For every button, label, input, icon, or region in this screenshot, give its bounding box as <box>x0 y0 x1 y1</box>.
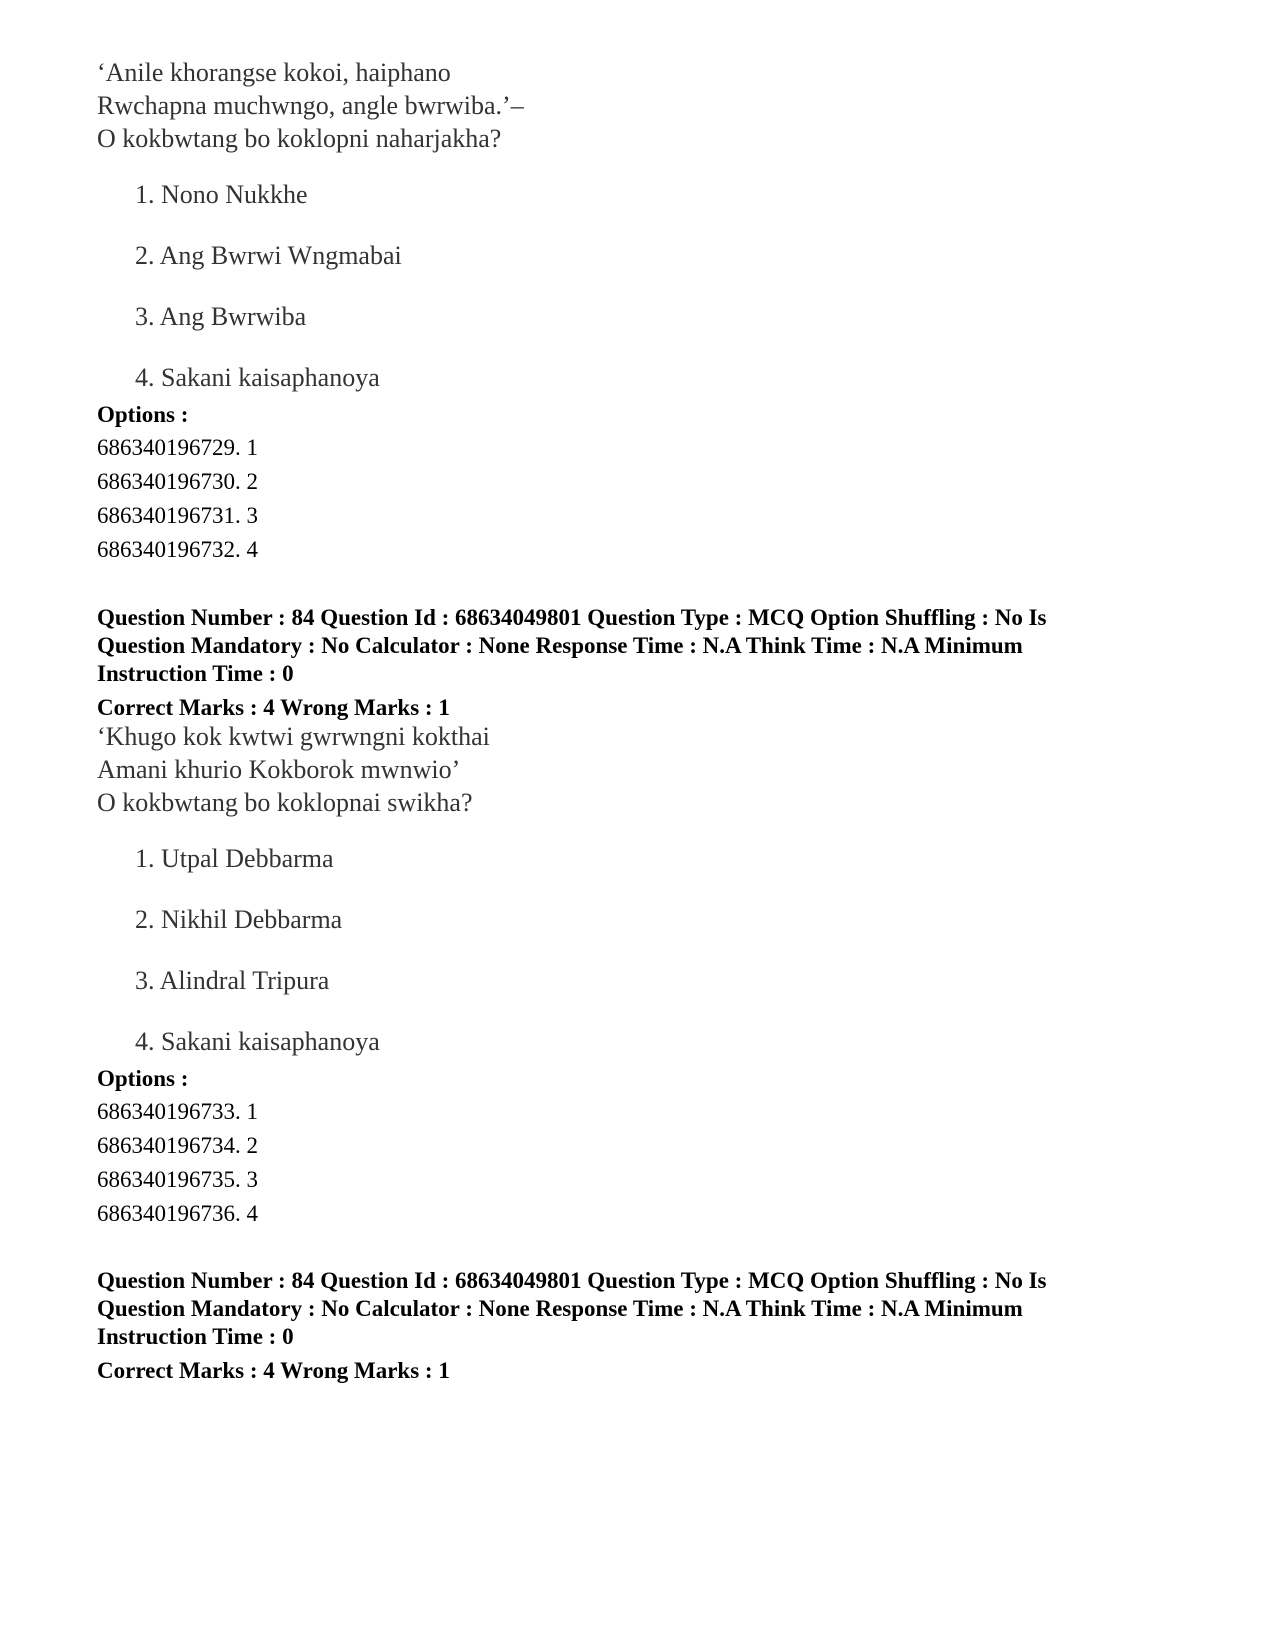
choice-item: 1. Nono Nukkhe <box>135 180 308 209</box>
question-image <box>97 720 797 1056</box>
marks-line: Correct Marks : 4 Wrong Marks : 1 <box>97 695 450 720</box>
option-id: 686340196736. 4 <box>97 1201 258 1226</box>
option-id: 686340196735. 3 <box>97 1167 258 1192</box>
meta-line: Question Mandatory : No Calculator : None Response Time : N.A Think Time : N.A Minimum <box>97 633 1023 658</box>
meta-line: Question Number : 84 Question Id : 68634049801 Question Type : MCQ Option Shuffling : No Is <box>97 605 1047 630</box>
meta-line: Instruction Time : 0 <box>97 661 294 686</box>
choice-item: 3. Ang Bwrwiba <box>135 302 307 331</box>
option-id: 686340196731. 3 <box>97 503 258 528</box>
question-image-prev <box>97 56 797 392</box>
choice-item: 3. Alindral Tripura <box>135 966 330 995</box>
choice-item: 2. Ang Bwrwi Wngmabai <box>135 241 402 270</box>
choice-item: 1. Utpal Debbarma <box>135 844 334 873</box>
options-block-prev <box>97 398 258 567</box>
options-block <box>97 1062 258 1231</box>
option-id: 686340196732. 4 <box>97 537 258 562</box>
stem-line: Rwchapna muchwngo, angle bwrwiba.’– <box>97 91 524 120</box>
options-label: Options : <box>97 1066 189 1091</box>
choice-item: 4. Sakani kaisaphanoya <box>135 1027 380 1056</box>
stem-line: O kokbwtang bo koklopni naharjakha? <box>97 124 502 153</box>
choice-item: 4. Sakani kaisaphanoya <box>135 363 380 392</box>
meta-line: Question Number : 84 Question Id : 68634049801 Question Type : MCQ Option Shuffling : No Is <box>97 1268 1047 1293</box>
stem-line: ‘Anile khorangse kokoi, haiphano <box>97 58 451 87</box>
stem-line: ‘Khugo kok kwtwi gwrwngni kokthai <box>97 722 490 751</box>
stem-line: Amani khurio Kokborok mwnwio’ <box>97 755 461 784</box>
meta-line: Question Mandatory : No Calculator : None Response Time : N.A Think Time : N.A Minimum <box>97 1296 1023 1321</box>
question-meta <box>97 604 1197 722</box>
options-label: Options : <box>97 402 189 427</box>
choice-item: 2. Nikhil Debbarma <box>135 905 343 934</box>
marks-line: Correct Marks : 4 Wrong Marks : 1 <box>97 1358 450 1383</box>
option-id: 686340196730. 2 <box>97 469 258 494</box>
meta-line: Instruction Time : 0 <box>97 1324 294 1349</box>
question-meta-repeat <box>97 1267 1197 1385</box>
option-id: 686340196734. 2 <box>97 1133 258 1158</box>
stem-line: O kokbwtang bo koklopnai swikha? <box>97 788 473 817</box>
option-id: 686340196733. 1 <box>97 1099 258 1124</box>
option-id: 686340196729. 1 <box>97 435 258 460</box>
